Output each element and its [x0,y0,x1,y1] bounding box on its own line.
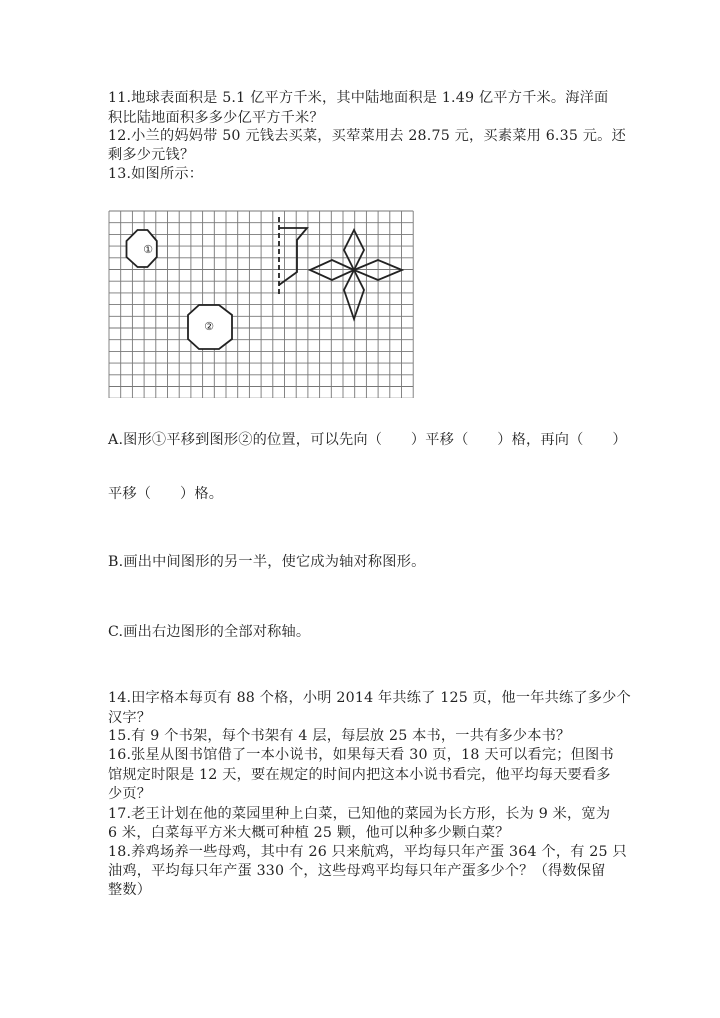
q14-line-1: 14.田字格本每页有 88 个格，小明 2014 年共练了 125 页，他一年共练了多少个 [108,690,631,706]
q18-line-1: 18.养鸡场养一些母鸡，其中有 26 只来航鸡，平均每只年产蛋 364 个，有 25 只 [108,844,627,860]
q12-line-2: 剩多少元钱？ [108,147,195,163]
q13b-line: B.画出中间图形的另一半，使它成为轴对称图形。 [108,554,426,570]
octagon-shape-1 [127,230,157,267]
q13a-line-2: 平移（ ）格。 [108,486,224,502]
grid-figure [108,210,420,402]
q16-line-2: 馆规定时限是 12 天，要在规定的时间内把这本小说书看完，他平均每天要看多 [108,767,611,783]
q18-line-2: 油鸡，平均每只年产蛋 330 个，这些母鸡平均每只年产蛋多少个？（得数保留 [108,863,606,879]
q18-line-3: 整数） [108,882,152,898]
half-figure-with-axis [279,217,307,296]
q15-line: 15.有 9 个书架，每个书架有 4 层，每层放 25 本书，一共有多少本书？ [108,728,571,744]
q13-title: 13.如图所示： [108,166,204,182]
q16-line-3: 少页？ [108,786,152,802]
q13a-line-1: A.图形①平移到图形②的位置，可以先向（ ）平移（ ）格，再向（ ） [108,432,627,448]
shape-2-label: ② [204,320,214,333]
q17-line-2: 6 米，白菜每平方米大概可种植 25 颗，他可以种多少颗白菜？ [108,825,510,841]
q16-line-1: 16.张星从图书馆借了一本小说书，如果每天看 30 页，18 天可以看完；但图书 [108,747,614,763]
four-diamond-flower [310,230,402,319]
grid-figure-svg [108,210,420,398]
q14-line-2: 汉字？ [108,710,152,726]
q11-line-1: 11.地球表面积是 5.1 亿平方千米，其中陆地面积是 1.49 亿平方千米。海洋面 [108,90,609,106]
q12-line-1: 12.小兰的妈妈带 50 元钱去买菜，买荤菜用去 28.75 元，买素菜用 6.35 元。还 [108,128,626,144]
octagon-shape-2 [188,305,232,349]
q13c-line: C.画出右边图形的全部对称轴。 [108,624,311,640]
q11-line-2: 积比陆地面积多多少亿平方千米？ [108,110,324,126]
shape-1-label: ① [143,243,153,256]
q17-line-1: 17.老王计划在他的菜园里种上白菜，已知他的菜园为长方形，长为 9 米，宽为 [108,806,611,822]
